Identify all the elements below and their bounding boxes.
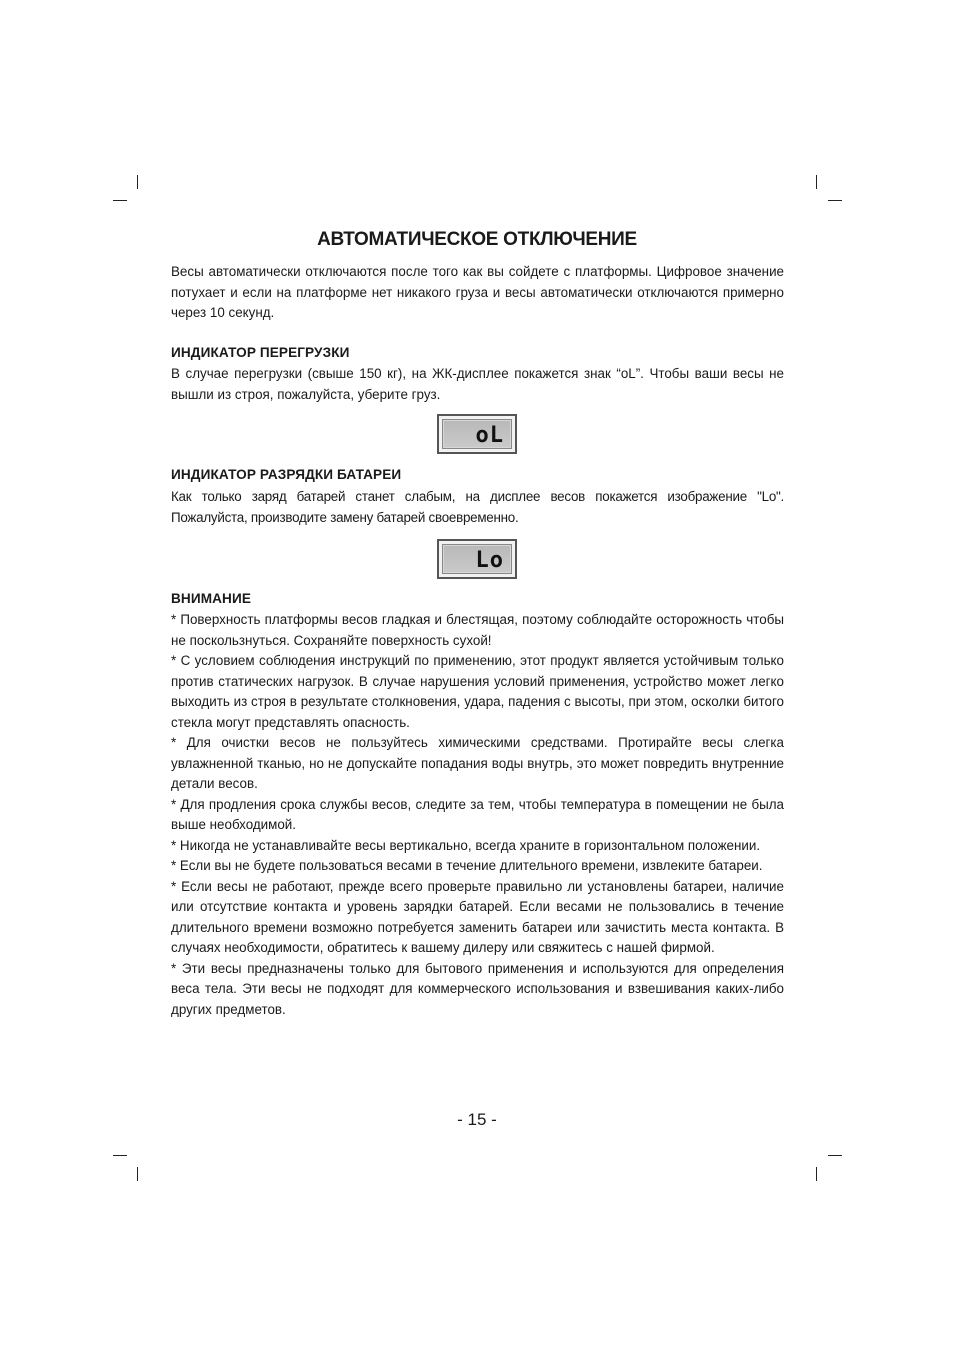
attention-heading: ВНИМАНИЕ: [171, 591, 251, 606]
crop-mark-top-left-h: [113, 200, 127, 201]
attention-item: * Никогда не устанавливайте весы вертикально, всегда храните в горизонтальном положении.: [171, 837, 761, 853]
attention-item: * Эти весы предназначены только для бытового применения и используются для определения веса тела. Эти весы не подходят для коммерческого использования и взвешивания каких-либо других предметов.: [171, 960, 784, 1017]
attention-list: [171, 610, 784, 1020]
battery-paragraph: Как только заряд батарей станет слабым, на дисплее весов покажется изображение "Lo". Пожалуйста, производите замену батарей своевременно.: [171, 489, 784, 525]
attention-item: * С условием соблюдения инструкций по применению, этот продукт является устойчивым только против статических нагрузок. В случае нарушения условий применения, устройство может легко выходить из строя в результате столкновения, удара, падения с высоты, при этом, осколки битого стекла могут представлять опасность.: [171, 653, 784, 730]
page-number: - 15 -: [457, 1110, 497, 1129]
attention-item: * Поверхность платформы весов гладкая и блестящая, поэтому соблюдайте осторожность чтобы не поскользнуться. Сохраняйте поверхность сухой!: [171, 612, 784, 648]
attention-item: * Если весы не работают, прежде всего проверьте правильно ли установлены батареи, наличие или отсутствие контакта и уровень зарядки батарей. Если весами не пользовались в течение длительного времени возможно потребуется заменить батареи или зачистить места контакта. В случаях необходимости, обратитесь к вашему дилеру или свяжитесь с нашей фирмой.: [171, 878, 784, 955]
lcd-screen: [444, 546, 510, 572]
attention-item: * Для очистки весов не пользуйтесь химическими средствами. Протирайте весы слегка увлажненной тканью, но не допускайте попадания воды внутрь, это может повредить внутренние детали весов.: [171, 735, 784, 791]
attention-item: * Для продления срока службы весов, следите за тем, чтобы температура в помещении не была выше необходимой.: [171, 796, 784, 832]
crop-mark-bottom-right-v: [816, 1167, 817, 1181]
crop-mark-bottom-left-h: [113, 1155, 127, 1156]
crop-mark-top-left-v: [137, 175, 138, 189]
crop-mark-bottom-left-v: [137, 1167, 138, 1181]
attention-item: * Если вы не будете пользоваться весами в течение длительного времени, извлеките батареи.: [171, 858, 763, 873]
overload-heading: ИНДИКАТОР ПЕРЕГРУЗКИ: [171, 345, 350, 360]
auto-off-paragraph: Весы автоматически отключаются после того как вы сойдете с платформы. Цифровое значение потухает и если на платформе нет никакого груза и весы автоматически отключаются примерно через 10 секунд.: [171, 264, 784, 320]
battery-lcd-display: [437, 539, 517, 579]
crop-mark-top-right-h: [828, 200, 842, 201]
lcd-screen: [444, 421, 510, 447]
lcd-readout-lo: Lo: [475, 548, 504, 573]
crop-mark-top-right-v: [816, 175, 817, 189]
overload-lcd-display: [437, 414, 517, 454]
page-title: АВТОМАТИЧЕСКОЕ ОТКЛЮЧЕНИЕ: [317, 229, 637, 250]
crop-mark-bottom-right-h: [828, 1155, 842, 1156]
overload-paragraph: В случае перегрузки (свыше 150 кг), на ЖК-дисплее покажется знак “oL”. Чтобы ваши весы не вышли из строя, пожалуйста, уберите груз.: [171, 366, 784, 402]
lcd-readout-ol: oL: [475, 423, 504, 448]
battery-heading: ИНДИКАТОР РАЗРЯДКИ БАТАРЕИ: [171, 467, 402, 482]
